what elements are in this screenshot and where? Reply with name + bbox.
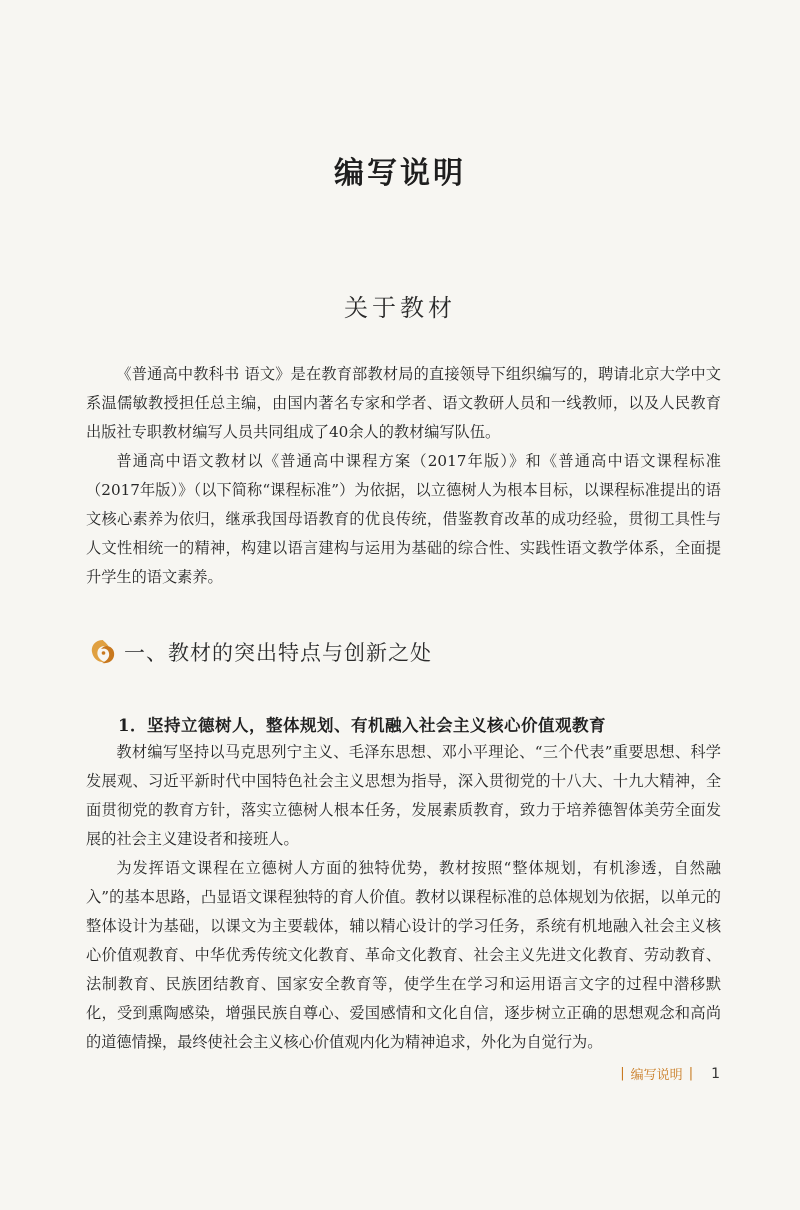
intro-paragraph-1: 《普通高中教科书 语文》是在教育部教材局的直接领导下组织编写的，聘请北京大学中文系温儒敏教授担任总主编，由国内著名专家和学者、语文教研人员和一线教师，以及人民教育出版社专职教材编写人员共同组成了40余人的教材编写队伍。 bbox=[86, 365, 721, 441]
section-title: 关于教材 bbox=[344, 294, 456, 322]
footer-label: 编写说明 bbox=[630, 1068, 683, 1083]
body-paragraph-1: 教材编写坚持以马克思列宁主义、毛泽东思想、邓小平理论、“三个代表”重要思想、科学发展观、习近平新时代中国特色社会主义思想为指导，深入贯彻党的十八大、十九大精神，全面贯彻党的教育方针，落实立德树人根本任务，发展素质教育，致力于培养德智体美劳全面发展的社会主义建设者和接班人。 bbox=[86, 743, 721, 848]
footer-bar-right: | bbox=[688, 1066, 694, 1081]
swirl-icon bbox=[88, 637, 118, 667]
intro-paragraph-2: 普通高中语文教材以《普通高中课程方案（2017年版）》和《普通高中语文课程标准（2017年版）》（以下简称“课程标准”）为依据，以立德树人为根本目标，以课程标准提出的语文核心素养为依归，继承我国母语教育的优良传统，借鉴教育改革的成功经验，贯彻工具性与人文性相统一的精神，构建以语言建构与运用为基础的综合性、实践性语文教学体系，全面提升学生的语文素养。 bbox=[86, 452, 721, 586]
chapter-heading bbox=[88, 634, 432, 670]
subheading: 1．坚持立德树人，整体规划、有机融入社会主义核心价值观教育 bbox=[118, 716, 606, 735]
page-footer bbox=[614, 1064, 720, 1083]
body-paragraph-2: 为发挥语文课程在立德树人方面的独特优势，教材按照“整体规划，有机渗透，自然融入”的基本思路，凸显语文课程独特的育人价值。教材以课程标准的总体规划为依据，以单元的整体设计为基础，以课文为主要载体，辅以精心设计的学习任务，系统有机地融入社会主义核心价值观教育、中华优秀传统文化教育、革命文化教育、社会主义先进文化教育、劳动教育、法制教育、民族团结教育、国家安全教育等，使学生在学习和运用语言文字的过程中潜移默化，受到熏陶感染，增强民族自尊心、爱国感情和文化自信，逐步树立正确的思想观念和高尚的道德情操，最终使社会主义核心价值观内化为精神追求，外化为自觉行为。 bbox=[86, 859, 721, 1051]
footer-bar-left: | bbox=[620, 1066, 625, 1081]
page-number: 1 bbox=[711, 1065, 720, 1082]
page-title: 编写说明 bbox=[334, 156, 466, 191]
body-section bbox=[86, 738, 721, 1057]
intro-section bbox=[86, 360, 721, 592]
chapter-heading-text: 一、教材的突出特点与创新之处 bbox=[124, 641, 432, 665]
